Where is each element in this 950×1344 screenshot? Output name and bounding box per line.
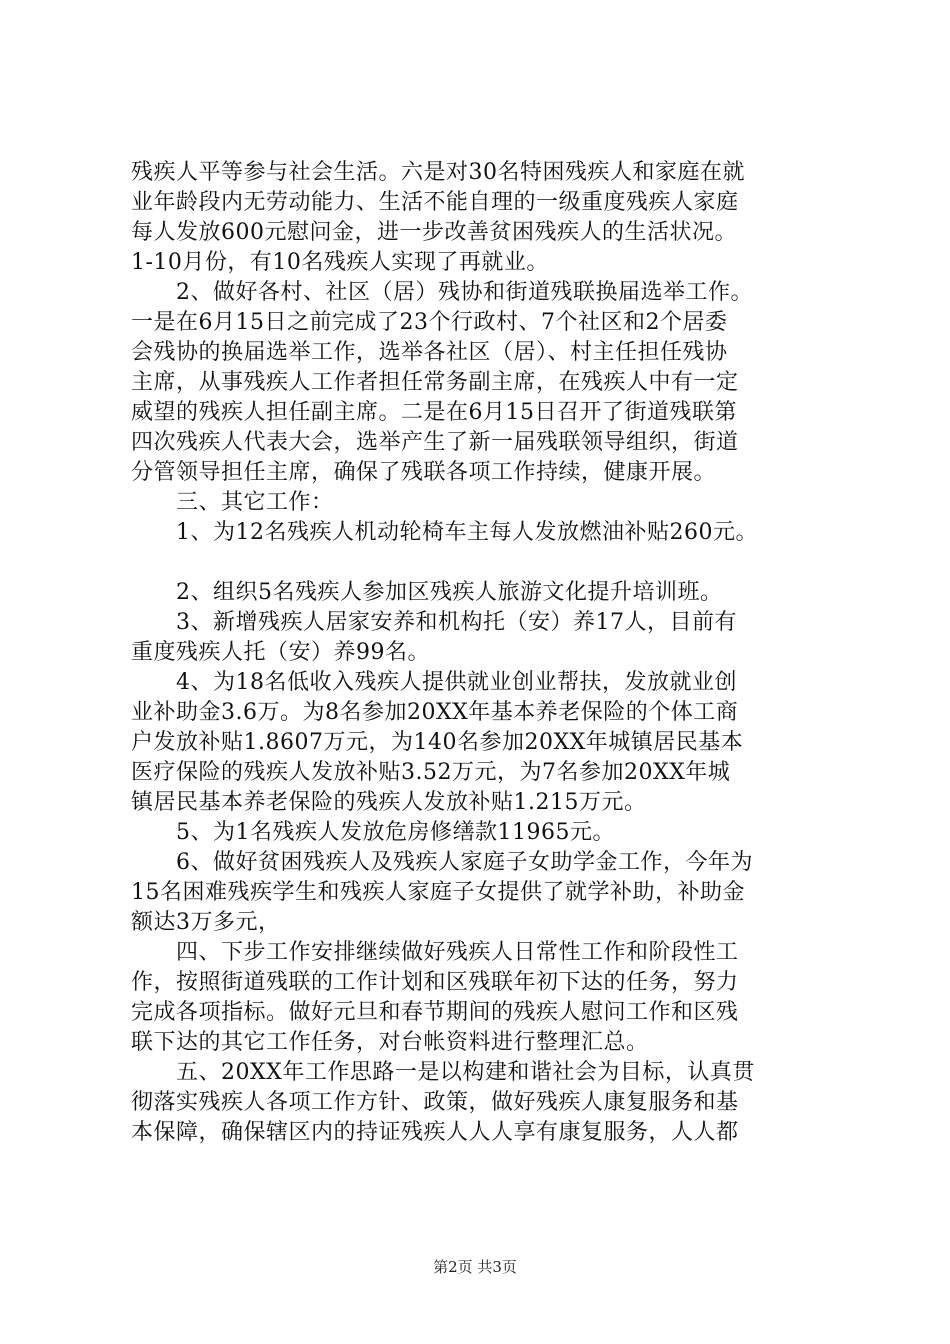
text-line: 彻落实残疾人各项工作方针、政策，做好残疾人康复服务和基 xyxy=(131,1090,739,1115)
text-line: 分管领导担任主席，确保了残联各项工作持续，健康开展。 xyxy=(131,460,717,485)
text-line: 3、新增残疾人居家安养和机构托（安）养17人，目前有 xyxy=(131,610,737,635)
text-line: 本保障，确保辖区内的持证残疾人人人享有康复服务，人人都 xyxy=(131,1120,739,1145)
text-line: 2、组织5名残疾人参加区残疾人旅游文化提升培训班。 xyxy=(131,580,723,605)
text-line: 户发放补贴1.8607万元，为140名参加20XX年城镇居民基本 xyxy=(131,730,744,755)
text-line: 1、为12名残疾人机动轮椅车主每人发放燃油补贴260元。 xyxy=(131,520,758,545)
text-line: 业年龄段内无劳动能力、生活不能自理的一级重度残疾人家庭 xyxy=(131,190,739,215)
text-line: 1-10月份，有10名残疾人实现了再就业。 xyxy=(131,250,549,275)
text-line: 联下达的其它工作任务，对台帐资料进行整理汇总。 xyxy=(131,1030,649,1055)
text-line: 四、下步工作安排继续做好残疾人日常性工作和阶段性工 xyxy=(131,940,739,965)
text-line: 额达3万多元， xyxy=(131,910,281,935)
text-line: 会残协的换届选举工作，选举各社区（居）、村主任担任残协 xyxy=(131,340,728,365)
text-line: 主席，从事残疾人工作者担任常务副主席，在残疾人中有一定 xyxy=(131,370,739,395)
text-line: 完成各项指标。做好元旦和春节期间的残疾人慰问工作和区残 xyxy=(131,1000,739,1025)
text-line: 威望的残疾人担任副主席。二是在6月15日召开了街道残联第 xyxy=(131,400,737,425)
text-line: 6、做好贫困残疾人及残疾人家庭子女助学金工作，今年为 xyxy=(131,850,753,875)
text-line: 4、为18名低收入残疾人提供就业创业帮扶，发放就业创 xyxy=(131,670,737,695)
text-line: 一是在6月15日之前完成了23个行政村、7个社区和2个居委 xyxy=(131,310,728,335)
text-line: 残疾人平等参与社会生活。六是对30名特困残疾人和家庭在就 xyxy=(131,160,745,185)
text-line: 五、20XX年工作思路一是以构建和谐社会为目标，认真贯 xyxy=(131,1060,755,1085)
text-line: 作，按照街道残联的工作计划和区残联年初下达的任务，努力 xyxy=(131,970,739,995)
text-line: 每人发放600元慰问金，进一步改善贫困残疾人的生活状况。 xyxy=(131,220,737,245)
text-line: 重度残疾人托（安）养99名。 xyxy=(131,640,430,665)
text-line: 镇居民基本养老保险的残疾人发放补贴1.215万元。 xyxy=(131,790,647,815)
text-line: 医疗保险的残疾人发放补贴3.52万元，为7名参加20XX年城 xyxy=(131,760,731,785)
page-footer: 第2页 共3页 xyxy=(433,1258,517,1276)
text-line: 业补助金3.6万。为8名参加20XX年基本养老保险的个体工商 xyxy=(131,700,739,725)
document-body xyxy=(131,158,831,1148)
text-line: 5、为1名残疾人发放危房修缮款11965元。 xyxy=(131,820,615,845)
text-line: 四次残疾人代表大会，选举产生了新一届残联领导组织，街道 xyxy=(131,430,739,455)
text-line: 15名困难残疾学生和残疾人家庭子女提供了就学补助，补助金 xyxy=(131,880,745,905)
text-line: 三、其它工作： xyxy=(131,490,334,515)
text-line: 2、做好各村、社区（居）残协和街道残联换届选举工作。 xyxy=(131,280,753,305)
blank-line xyxy=(131,548,831,578)
